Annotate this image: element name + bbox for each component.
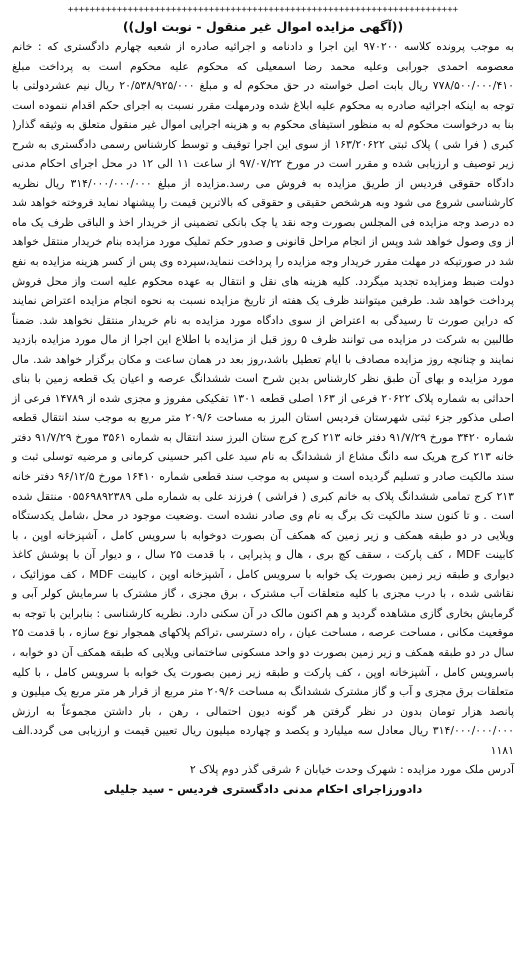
notice-signature: دادورزاجرای احکام مدنی دادگستری فردیس - سید جلیلی [103, 781, 423, 796]
property-address: آدرس ملک مورد مزایده : شهرک وحدت خیابان ۶ شرقی گذر دوم پلاک ۲ [189, 763, 514, 777]
notice-title: ((آگهی مزایده اموال غیر منقول - نوبت اول)) [122, 19, 404, 34]
notice-body: به موجب پرونده کلاسه ۹۷۰۲۰۰ این اجرا و دادنامه و اجرائیه صادره از شعبه چهارم دادگستری که : خانم معصومه احمدی جورابی وعلیه محمد رضا اسمعیلی که محکوم علیه محکوم است به پرداخت مبلغ ۷۷۸/۵۰۰/۰۰۰/۴۱۰ ریال بابت اصل خواسته در حق محکوم له و مبلغ ۲۰/۵۳۸/۹۲۵/۰۰۰ ریال نیم عشردولتی با توجه به اینکه اجرائیه صادره به محکوم علیه ابلاغ شده ودرمهلت مقرر نسبت به اجرای حکم اقدام ننموده است بنا به درخواست محکوم له به منظور استیفای محکوم به و هزینه اجرایی اموال غیر منقول متعلق به وثیقه گذار( کبری ( فرا شی ) پلاک ثبتی ۱۶۳/۲۰۶۲۲ از سوی این اجرا توقیف و توسط کارشناس رسمی دادگستری به شرح زیر توصیف و ارزیابی شده و مقرر است در مورخ ۹۷/۰۷/۲۲ از ساعت ۱۱ الی ۱۲ در محل اجرای احکام مدنی دادگاه حقوقی فردیس از طریق مزایده به فروش می رسد.مزایده از مبلغ ۳۱۴/۰۰۰/۰۰۰/۰۰۰ ریال نظریه کارشناسی شروع می شود وبه هرشخص حقیقی و حقوقی که بالاترین قیمت را پیشنهاد نماید فروخته خواهد شد ده درصد وجه مزایده فی المجلس بصورت وجه نقد یا چک بانکی تضمینی از خریدار اخذ و الباقی ظرف یک ماه از وی وصول خواهد شد وپس از انجام مراحل قانونی و صدور حکم تملیک مورد مزایده بنام خریدار منتقل خواهد شد در صورتیکه در مهلت مقرر خریدار وجه مزایده را پرداخت ننماید،سپرده وی پس از کسر هزینه مزایده به نفع دولت ضبط ومزایده تجدید میگردد. کلیه هزینه های نقل و انتقال به عهده محکوم علیه است واز محل فروش پرداخت خواهد شد. طرفین میتوانند ظرف یک هفته از تاریخ مزایده نسبت به نحوه انجام مزایده اعتراض نمایند که دراین صورت تا رسیدگی به اعتراض از سوی دادگاه مورد مزایده به نام خریدار منتقل نخواهد شد. ضمناً طالبین به شرکت در مزایده می توانند ظرف ۵ روز قبل از مزایده با اطلاع این اجرا از مال مورد مزایده بازدید نمایند و چنانچه روز مزایده مصادف با ایام تعطیل باشد،روز بعد در همان ساعت و مکان برگزار خواهد شد. مال مورد مزایده و بهای آن طبق نظر کارشناس بدین شرح است ششدانگ عرصه و اعیان یک قطعه زمین با بنای احداثی به شماره پلاک ۲۰۶۲۲ فرعی از ۱۶۳ اصلی قطعه ۱۳۰۱ تفکیکی مفروز و مجزی شده از ۱۴۷۸۹ فرعی از اصلی مذکور جزء ثبتی شهرستان فردیس استان البرز به مساحت ۲۰۹/۶ متر مربع به موجب سند انتقال قطعه شماره ۳۴۲۰ مورخ ۹۱/۷/۲۹ دفتر خانه ۲۱۳ کرج کرج ستان البرز سند انتقال به شماره ۳۵۶۱ مورخ ۹۱/۷/۲۹ دفتر خانه ۲۱۳ کرج هریک سه دانگ مشاع از ششدانگ به نام سید علی اکبر حسینی کرمانی و مرضیه توسلی ثبت و سند مالکیت صادر و تسلیم گردیده است و سپس به موجب سند قطعی شماره ۱۶۴۱۰ مورخ ۹۶/۱۲/۵ دفتر خانه ۲۱۳ کرج تمامی ششدانگ پلاک به خانم کبری ( فراشی ) فرزند علی به شماره ملی ۰۵۵۶۹۸۹۲۳۸۹ منتقل شده است . و تا کنون سند مالکیت تک برگ به نام وی صادر نشده است .وضعیت موجود در محل ،شامل یکدستگاه ویلایی در دو طبقه همکف و زیر زمین که همکف آن بصورت دوخوابه با سرویس کامل ، آشپزخانه اوپن ، با کابینت MDF ، کف پارکت ، سقف کچ بری ، هال و پذیرایی ، با قدمت ۲۵ سال ، و دیوار آن با پوشش کاغذ دیواری و طبقه زیر زمین بصورت یک خوابه با سرویس کامل ، آشپزخانه اوپن ، کابینت MDF ، کف موزائیک ، نقاشی شده ، با درب مجزی با کلیه متعلقات آب مشترک ، برق مجزی ، گاز مشترک با سرمایش کولر آبی و گرمایش بخاری گازی مشاهده گردید و هم اکنون مالک در آن سکنی دارد. نظریه کارشناسی : بنابراین با توجه به موقعیت مکانی ، مساحت عرصه ، مساحت عیان ، راه دسترسی ،تراکم پلاکهای همجوار نوع سازه ، با قدمت ۲۵ سال در دو طبقه همکف و زیر زمین بصورت دو واحد مسکونی ساختمانی ویلایی که طبقه همکف آن دو خوابه ، باسرویس کامل ، آشپزخانه اوپن ، کف پارکت و طبقه زیر زمین بصورت یک خوابه با سرویس کامل ، با کلیه متعلقات برق مجزی و آب و گاز مشترک ششدانگ به مساحت ۲۰۹/۶ متر مربع از قرار هر متر مربع یک میلیون و پانصد هزار تومان بدون در نظر گرفتن هر گونه دیون احتمالی ، رهن ، بار داشتن مجموعاً به ارزش ۳۱۴/۰۰۰/۰۰۰/۰۰۰ ریال معادل سه میلیارد و یکصد و چهارده میلیون ریال تعیین قیمت و ارزیابی می گردد.الف ۱۱۸۱ [12, 40, 514, 757]
top-border: ++++++++++++++++++++++++++++++++++++++++++++++++++++++++++++++++++++++++ [67, 5, 459, 15]
